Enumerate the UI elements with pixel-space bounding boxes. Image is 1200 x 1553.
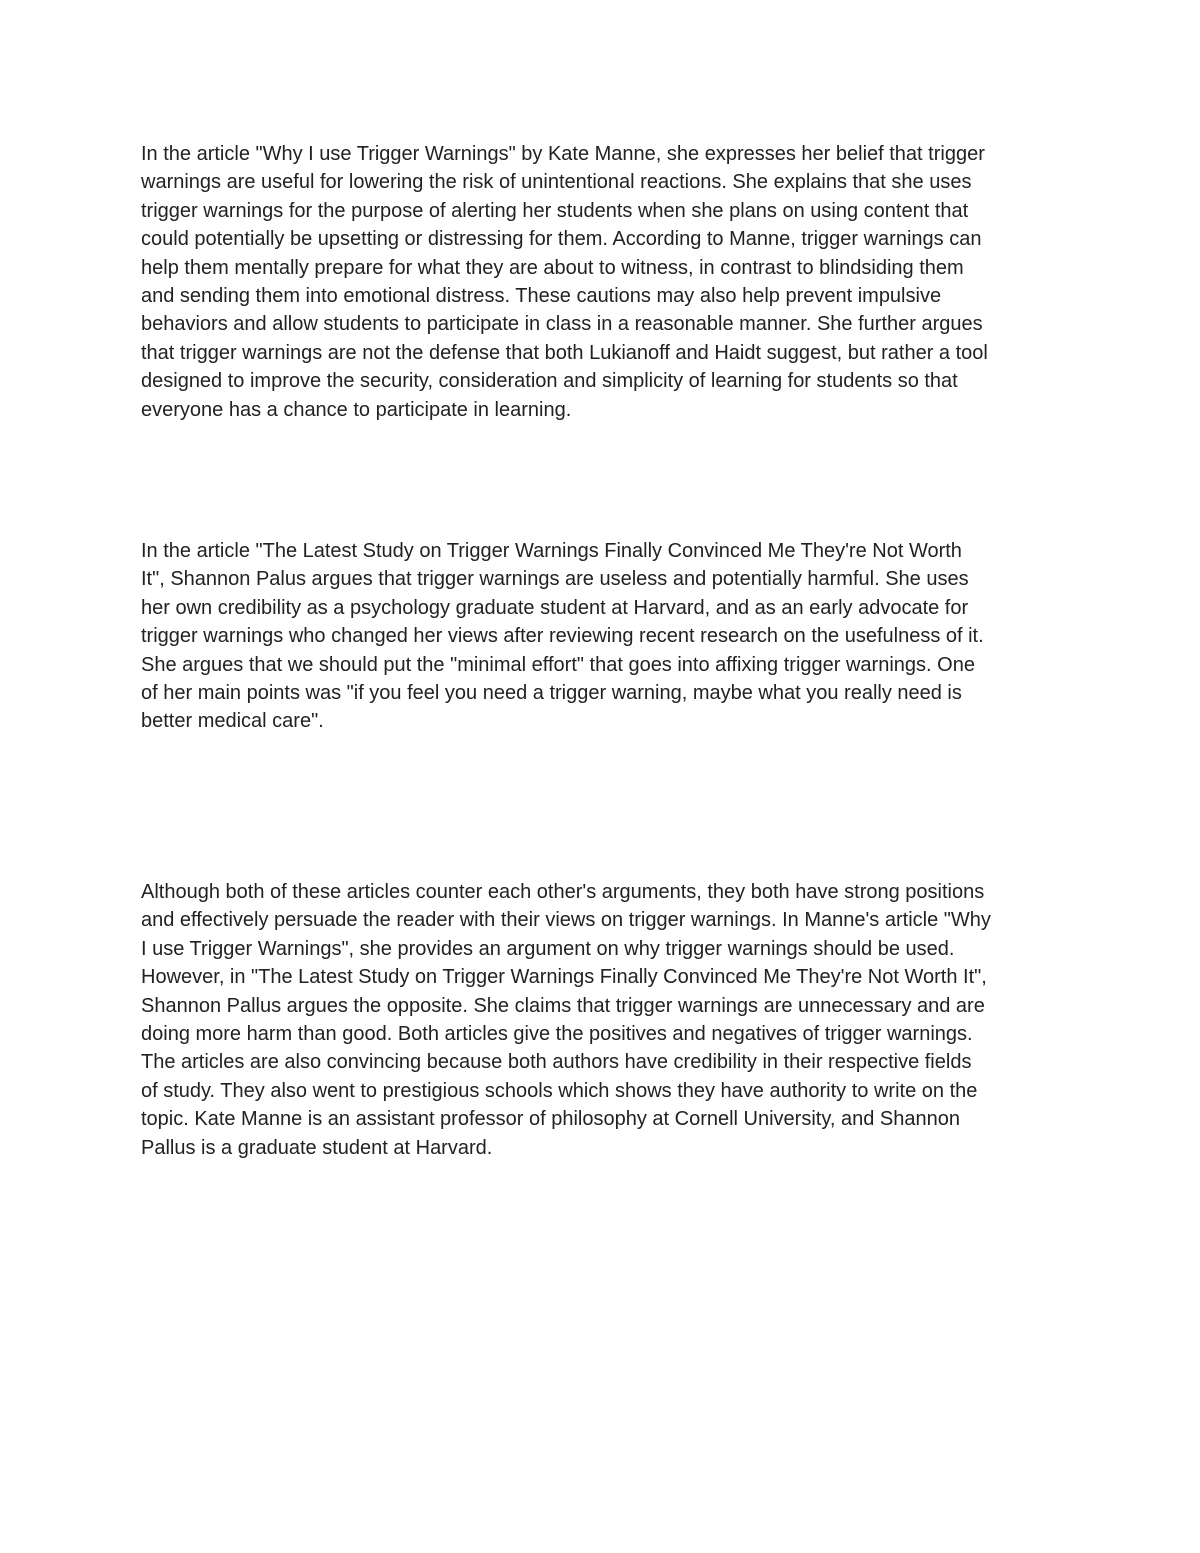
text-line: her own credibility as a psychology graduate student at Harvard, and as an early advocate for [141, 596, 969, 619]
text-line: Although both of these articles counter each other's arguments, they both have strong positions [141, 881, 985, 903]
text-line: However, in "The Latest Study on Trigger Warnings Finally Convinced Me They're Not Worth It", [141, 966, 987, 989]
text-line: It", Shannon Palus argues that trigger warnings are useless and potentially harmful. She uses [141, 568, 969, 591]
text-line: topic. Kate Manne is an assistant professor of philosophy at Cornell University, and Shannon [141, 1108, 960, 1131]
text-line: trigger warnings for the purpose of alerting her students when she plans on using content that [141, 199, 969, 222]
text-line: help them mentally prepare for what they are about to witness, in contrast to blindsiding them [141, 256, 964, 279]
text-line: In the article "Why I use Trigger Warnings" by Kate Manne, she expresses her belief that trigger [141, 143, 985, 165]
text-line: The articles are also convincing because both authors have credibility in their respective fields [141, 1051, 972, 1074]
text-line: She argues that we should put the "minimal effort" that goes into affixing trigger warnings. One [141, 653, 975, 676]
text-line: I use Trigger Warnings", she provides an argument on why trigger warnings should be used. [141, 937, 955, 960]
text-line: behaviors and allow students to participate in class in a reasonable manner. She further argues [141, 313, 983, 336]
text-line: of her main points was "if you feel you need a trigger warning, maybe what you really need is [141, 681, 962, 704]
text-line: warnings are useful for lowering the risk of unintentional reactions. She explains that she uses [141, 171, 972, 194]
text-line: that trigger warnings are not the defense that both Lukianoff and Haidt suggest, but rather a tool [141, 341, 988, 364]
text-line: designed to improve the security, consideration and simplicity of learning for students so that [141, 370, 958, 393]
paragraph-comparison [141, 878, 1071, 1162]
text-line: and sending them into emotional distress. These cautions may also help prevent impulsive [141, 284, 942, 307]
text-line: everyone has a chance to participate in learning. [141, 398, 572, 421]
text-line: better medical care". [141, 710, 324, 733]
paragraph-manne-summary [141, 140, 1071, 424]
text-line: Pallus is a graduate student at Harvard. [141, 1136, 493, 1159]
text-line: and effectively persuade the reader with their views on trigger warnings. In Manne's article "Why [141, 909, 991, 932]
text-line: Shannon Pallus argues the opposite. She claims that trigger warnings are unnecessary and are [141, 994, 985, 1017]
paragraph-palus-summary [141, 537, 1071, 736]
text-line: doing more harm than good. Both articles give the positives and negatives of trigger warnings. [141, 1022, 973, 1045]
text-line: trigger warnings who changed her views after reviewing recent research on the usefulness of it. [141, 625, 984, 648]
text-line: of study. They also went to prestigious schools which shows they have authority to write on the [141, 1079, 978, 1102]
text-line: In the article "The Latest Study on Trigger Warnings Finally Convinced Me They're Not Worth [141, 540, 962, 562]
text-line: could potentially be upsetting or distressing for them. According to Manne, trigger warnings can [141, 228, 982, 251]
